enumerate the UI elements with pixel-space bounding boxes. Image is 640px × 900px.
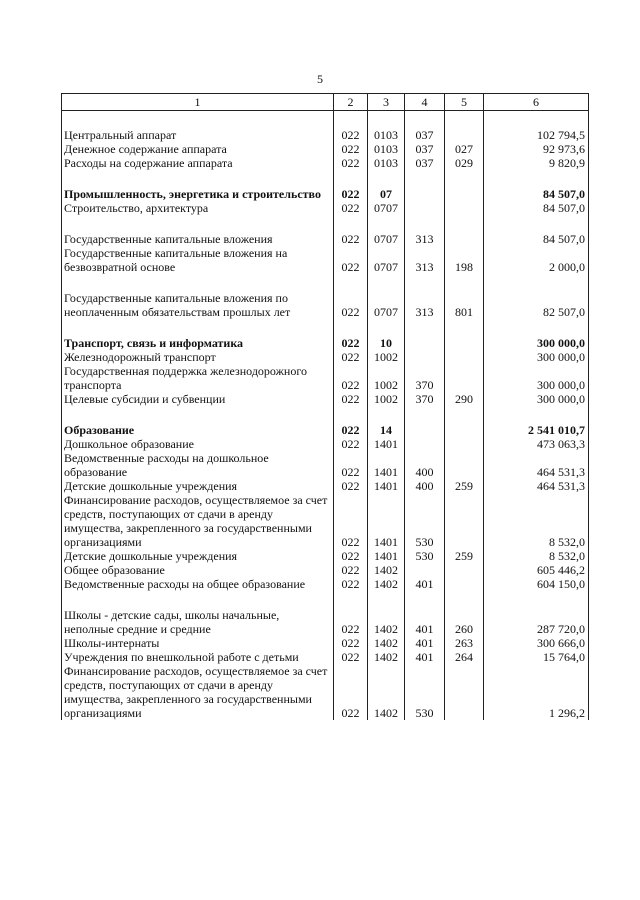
- row-code-5: [445, 493, 484, 549]
- row-code-5: [445, 170, 484, 201]
- row-code-3: 1401: [368, 451, 405, 479]
- row-amount: 2 000,0: [484, 246, 589, 274]
- table-row: [62, 406, 589, 437]
- table-row: [62, 156, 589, 170]
- row-amount: 300 000,0: [484, 392, 589, 406]
- row-code-2: 022: [334, 350, 368, 364]
- row-code-4: 530: [405, 493, 445, 549]
- row-name: Денежное содержание аппарата: [62, 142, 334, 156]
- table-row: [62, 111, 589, 143]
- budget-table: [61, 93, 589, 720]
- row-code-3: 1402: [368, 664, 405, 720]
- row-name: Школы-интернаты: [62, 636, 334, 650]
- table-row: [62, 392, 589, 406]
- row-code-5: [445, 563, 484, 577]
- row-code-4: 530: [405, 664, 445, 720]
- row-amount: 15 764,0: [484, 650, 589, 664]
- row-name: Ведомственные расходы на общее образование: [62, 577, 334, 591]
- row-code-2: 022: [334, 201, 368, 215]
- row-amount: 84 507,0: [484, 201, 589, 215]
- row-code-3: 1401: [368, 437, 405, 451]
- row-code-4: [405, 201, 445, 215]
- row-code-3: 07: [368, 170, 405, 201]
- row-code-3: 0707: [368, 274, 405, 319]
- row-code-2: 022: [334, 392, 368, 406]
- row-name: Транспорт, связь и информатика: [62, 319, 334, 350]
- row-code-5: 027: [445, 142, 484, 156]
- row-name: Центральный аппарат: [62, 111, 334, 143]
- table-row: [62, 215, 589, 246]
- row-amount: 8 532,0: [484, 493, 589, 549]
- row-code-5: 264: [445, 650, 484, 664]
- column-header-3: 3: [368, 94, 405, 111]
- table-row: [62, 563, 589, 577]
- row-code-4: [405, 563, 445, 577]
- row-amount: 300 000,0: [484, 350, 589, 364]
- row-code-2: 022: [334, 111, 368, 143]
- table-row: [62, 350, 589, 364]
- row-code-5: [445, 201, 484, 215]
- row-code-4: 530: [405, 549, 445, 563]
- table-row: [62, 142, 589, 156]
- row-name: Железнодорожный транспорт: [62, 350, 334, 364]
- row-code-3: 1402: [368, 591, 405, 636]
- row-code-2: 022: [334, 364, 368, 392]
- row-code-4: 401: [405, 577, 445, 591]
- column-header-6: 6: [484, 94, 589, 111]
- table-row: [62, 364, 589, 392]
- row-name: Детские дошкольные учреждения: [62, 549, 334, 563]
- row-code-4: 370: [405, 392, 445, 406]
- row-amount: 604 150,0: [484, 577, 589, 591]
- row-code-5: 198: [445, 246, 484, 274]
- row-code-4: 401: [405, 636, 445, 650]
- row-code-4: 313: [405, 274, 445, 319]
- column-header-2: 2: [334, 94, 368, 111]
- row-code-3: 1402: [368, 563, 405, 577]
- row-code-3: 1402: [368, 650, 405, 664]
- row-amount: 82 507,0: [484, 274, 589, 319]
- row-code-2: 022: [334, 156, 368, 170]
- row-code-2: 022: [334, 664, 368, 720]
- row-code-3: 0707: [368, 215, 405, 246]
- row-code-5: [445, 437, 484, 451]
- row-amount: 300 000,0: [484, 319, 589, 350]
- row-code-2: 022: [334, 215, 368, 246]
- row-amount: 2 541 010,7: [484, 406, 589, 437]
- row-code-5: [445, 451, 484, 479]
- column-header-4: 4: [405, 94, 445, 111]
- row-code-2: 022: [334, 406, 368, 437]
- row-name: Учреждения по внешкольной работе с детьми: [62, 650, 334, 664]
- row-code-2: 022: [334, 636, 368, 650]
- row-code-3: 1401: [368, 479, 405, 493]
- row-code-2: 022: [334, 451, 368, 479]
- table-row: [62, 591, 589, 636]
- row-name: Государственные капитальные вложения на безвозвратной основе: [62, 246, 334, 274]
- row-code-4: [405, 319, 445, 350]
- row-code-4: [405, 437, 445, 451]
- row-code-4: 037: [405, 156, 445, 170]
- row-code-2: 022: [334, 142, 368, 156]
- row-name: Государственные капитальные вложения по неоплаченным обязательствам прошлых лет: [62, 274, 334, 319]
- row-amount: 287 720,0: [484, 591, 589, 636]
- row-code-3: 0707: [368, 246, 405, 274]
- row-code-4: 313: [405, 246, 445, 274]
- row-code-2: 022: [334, 246, 368, 274]
- row-name: Ведомственные расходы на дошкольное образование: [62, 451, 334, 479]
- row-code-2: 022: [334, 319, 368, 350]
- table-row: [62, 246, 589, 274]
- row-code-3: 0103: [368, 142, 405, 156]
- row-code-3: 1401: [368, 493, 405, 549]
- table-body: [62, 111, 589, 721]
- row-code-5: [445, 215, 484, 246]
- row-code-5: [445, 350, 484, 364]
- table-row: [62, 636, 589, 650]
- row-code-5: 260: [445, 591, 484, 636]
- row-code-2: 022: [334, 591, 368, 636]
- row-code-5: [445, 406, 484, 437]
- row-code-2: 022: [334, 577, 368, 591]
- page-number: 5: [317, 72, 323, 86]
- row-amount: 473 063,3: [484, 437, 589, 451]
- row-amount: 92 973,6: [484, 142, 589, 156]
- row-amount: 300 000,0: [484, 364, 589, 392]
- row-code-5: 263: [445, 636, 484, 650]
- table-row: [62, 437, 589, 451]
- row-name: Финансирование расходов, осуществляемое за счет средств, поступающих от сдачи в аренду имущества, закрепленного за государственными организациями: [62, 493, 334, 549]
- row-code-3: 0103: [368, 156, 405, 170]
- row-amount: 605 446,2: [484, 563, 589, 577]
- row-amount: 84 507,0: [484, 215, 589, 246]
- row-code-4: 370: [405, 364, 445, 392]
- table-row: [62, 274, 589, 319]
- row-amount: 84 507,0: [484, 170, 589, 201]
- table-header-row: [62, 94, 589, 111]
- row-code-5: [445, 111, 484, 143]
- row-amount: 8 532,0: [484, 549, 589, 563]
- table-row: [62, 664, 589, 720]
- row-code-5: [445, 364, 484, 392]
- row-name: Расходы на содержание аппарата: [62, 156, 334, 170]
- row-code-2: 022: [334, 493, 368, 549]
- row-code-3: 0103: [368, 111, 405, 143]
- row-name: Целевые субсидии и субвенции: [62, 392, 334, 406]
- row-amount: 300 666,0: [484, 636, 589, 650]
- row-name: Дошкольное образование: [62, 437, 334, 451]
- row-code-3: 1002: [368, 392, 405, 406]
- row-code-2: 022: [334, 563, 368, 577]
- row-code-5: [445, 319, 484, 350]
- table-row: [62, 319, 589, 350]
- row-code-2: 022: [334, 549, 368, 563]
- row-name: Государственная поддержка железнодорожного транспорта: [62, 364, 334, 392]
- row-code-3: 1002: [368, 350, 405, 364]
- row-code-3: 1402: [368, 577, 405, 591]
- row-code-2: 022: [334, 479, 368, 493]
- table-row: [62, 650, 589, 664]
- row-code-5: 290: [445, 392, 484, 406]
- row-code-5: [445, 577, 484, 591]
- table-row: [62, 451, 589, 479]
- row-code-4: [405, 406, 445, 437]
- row-code-4: 037: [405, 111, 445, 143]
- table-row: [62, 170, 589, 201]
- row-code-5: [445, 664, 484, 720]
- row-code-4: 401: [405, 650, 445, 664]
- row-code-4: [405, 350, 445, 364]
- row-code-3: 10: [368, 319, 405, 350]
- row-amount: 1 296,2: [484, 664, 589, 720]
- row-name: Детские дошкольные учреждения: [62, 479, 334, 493]
- row-name: Общее образование: [62, 563, 334, 577]
- row-code-4: 401: [405, 591, 445, 636]
- row-name: Школы - детские сады, школы начальные, неполные средние и средние: [62, 591, 334, 636]
- row-name: Финансирование расходов, осуществляемое за счет средств, поступающих от сдачи в аренду имущества, закрепленного за государственными организациями: [62, 664, 334, 720]
- row-code-3: 14: [368, 406, 405, 437]
- row-amount: 102 794,5: [484, 111, 589, 143]
- row-amount: 464 531,3: [484, 451, 589, 479]
- table-row: [62, 577, 589, 591]
- row-code-5: 259: [445, 479, 484, 493]
- table-row: [62, 201, 589, 215]
- row-code-2: 022: [334, 274, 368, 319]
- table-row: [62, 493, 589, 549]
- table-row: [62, 549, 589, 563]
- row-code-4: 400: [405, 451, 445, 479]
- row-code-4: [405, 170, 445, 201]
- row-code-5: 259: [445, 549, 484, 563]
- row-code-4: 400: [405, 479, 445, 493]
- row-code-2: 022: [334, 650, 368, 664]
- row-code-3: 1002: [368, 364, 405, 392]
- row-name: Строительство, архитектура: [62, 201, 334, 215]
- row-code-5: 029: [445, 156, 484, 170]
- row-name: Образование: [62, 406, 334, 437]
- row-code-2: 022: [334, 170, 368, 201]
- row-code-4: 037: [405, 142, 445, 156]
- column-header-5: 5: [445, 94, 484, 111]
- row-code-2: 022: [334, 437, 368, 451]
- row-code-3: 0707: [368, 201, 405, 215]
- row-code-3: 1401: [368, 549, 405, 563]
- row-amount: 9 820,9: [484, 156, 589, 170]
- row-name: Государственные капитальные вложения: [62, 215, 334, 246]
- row-code-4: 313: [405, 215, 445, 246]
- row-code-3: 1402: [368, 636, 405, 650]
- row-name: Промышленность, энергетика и строительство: [62, 170, 334, 201]
- row-amount: 464 531,3: [484, 479, 589, 493]
- row-code-5: 801: [445, 274, 484, 319]
- table-row: [62, 479, 589, 493]
- column-header-1: 1: [62, 94, 334, 111]
